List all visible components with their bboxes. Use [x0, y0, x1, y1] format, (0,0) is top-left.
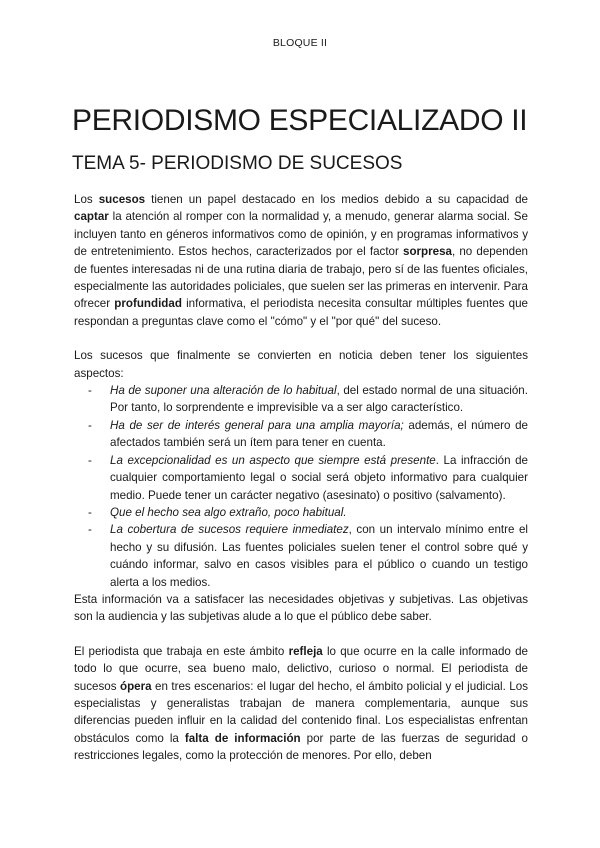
bold-term: ópera — [120, 679, 152, 693]
text-run: . La infracción de cualquier comportamiento legal o social será objeto informativo para cualquier medio. Puede tener un carácter negativo (asesinato) o positivo (salvamento). — [110, 453, 529, 502]
text-run: informativa, el periodista necesita consultar múltiples fuentes que respondan a preguntas clave como el "cómo" y el "por qué" del suceso. — [74, 297, 528, 328]
list-item — [110, 504, 528, 521]
document-body — [74, 191, 528, 765]
list-item — [110, 417, 528, 452]
italic-phrase: Ha de suponer una alteración de lo habitual — [110, 384, 337, 398]
italic-phrase: Ha de ser de interés general para una amplia mayoría; — [110, 418, 404, 432]
list-item — [110, 521, 528, 591]
text-run: , con un intervalo mínimo entre el hecho y su difusión. Las fuentes policiales suelen tener el control sobre qué y cuándo informar, salvo en casos visibles para el público o cuando un testigo alerta a los medios. — [110, 523, 528, 589]
paragraph-intro — [74, 191, 528, 330]
section-title: TEMA 5- PERIODISMO DE SUCESOS — [72, 153, 403, 174]
bold-term: captar — [74, 210, 109, 224]
italic-phrase: La excepcionalidad es un aspecto que siempre está presente — [110, 453, 436, 467]
text-run: la atención al romper con la normalidad y, a menudo, generar alarma social. Se incluyen tanto en géneros informativos como de opinión, y en programas informativos y de entretenimiento. Estos hechos, caracterizados por el factor — [74, 210, 528, 259]
text-run: por parte de las fuerzas de seguridad o restricciones legales, como la protección de menores. Por ello, deben — [74, 731, 528, 763]
italic-phrase: Que el hecho sea algo extraño, poco habitual. — [110, 505, 347, 519]
bold-term: sorpresa — [403, 245, 452, 259]
text-run: en tres escenarios: el lugar del hecho, el ámbito policial y el judicial. Los especialistas y generalistas trabajan de manera complementaria, aunque sus diferencias pueden influir en la calidad del contenido final. Los especialistas enfrentan obstáculos como la — [74, 679, 528, 745]
document-title: PERIODISMO ESPECIALIZADO II — [72, 104, 528, 137]
bold-term: falta de información — [184, 731, 301, 745]
text-run: tienen un papel destacado en los medios debido a su capacidad de — [145, 193, 529, 206]
bold-term: refleja — [288, 644, 323, 658]
paragraph-closing: Esta información va a satisfacer las necesidades objetivas y subjetivas. Las objetivas son la audiencia y las subjetivas alude a lo que el público debe saber. — [74, 592, 528, 624]
aspects-list — [74, 382, 528, 591]
italic-phrase: La cobertura de sucesos requiere inmediatez — [110, 523, 349, 537]
text-run: , no dependen de fuentes interesadas ni de una rutina diaria de trabajo, pero sí de las fuentes oficiales, especialmente las autoridades policiales, que suelen ser las primeras en intervenir. Para ofrecer — [74, 245, 528, 311]
page-header: BLOQUE II — [272, 37, 328, 49]
paragraph-journalist — [74, 643, 528, 765]
list-item — [110, 452, 528, 504]
bold-term: sucesos — [98, 193, 146, 206]
list-item — [110, 382, 528, 417]
text-run: El periodista que trabaja en este ámbito — [74, 644, 289, 658]
bold-term: profundidad — [114, 297, 182, 311]
text-run: Los — [74, 193, 99, 206]
text-run: lo que ocurre en la calle informado de todo lo que ocurre, sea bueno malo, delictivo, curioso o normal. El periodista de sucesos — [74, 644, 529, 693]
paragraph-aspects-intro: Los sucesos que finalmente se convierten en noticia deben tener los siguientes aspectos: — [74, 349, 528, 380]
text-run: además, el número de afectados también será un ítem para tener en cuenta. — [110, 418, 528, 450]
text-run: , del estado normal de una situación. Por tanto, lo sorprendente e imprevisible va a ser algo característico. — [110, 384, 528, 415]
